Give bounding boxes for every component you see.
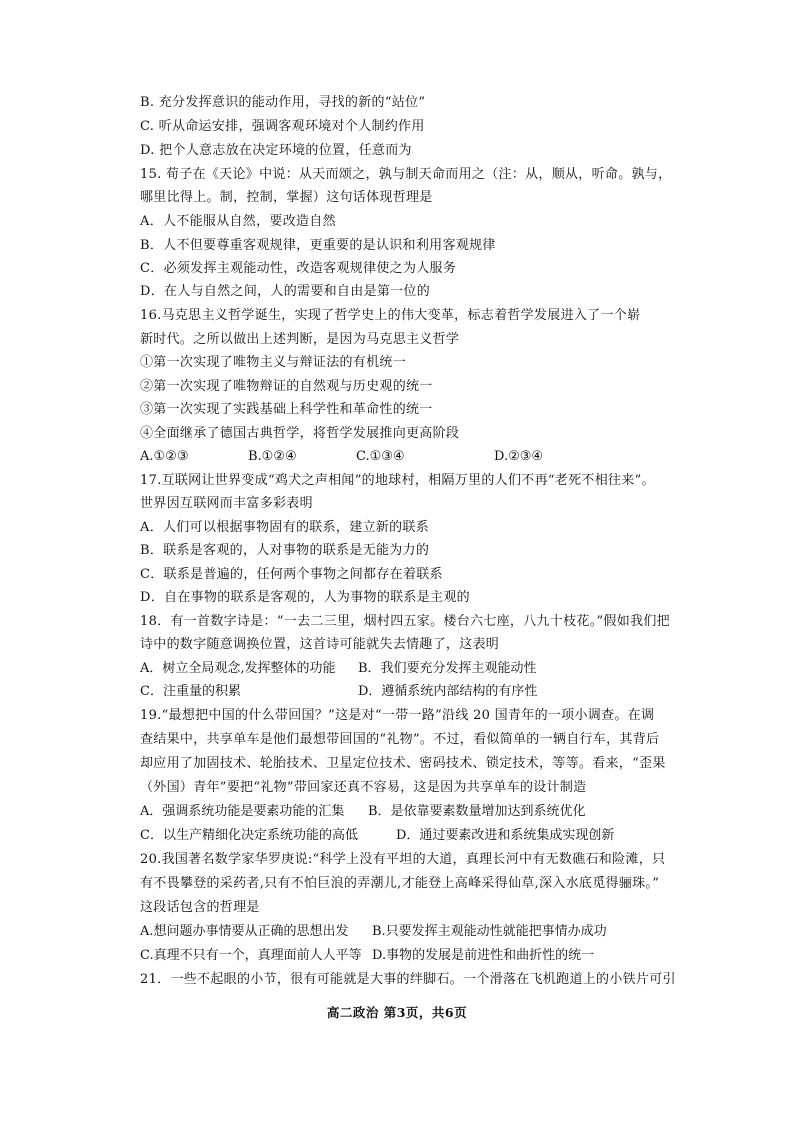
q18-option-d: D．遵循系统内部结构的有序性: [358, 684, 538, 699]
q16-item-2: ②第一次实现了唯物辩证的自然观与历史观的统一: [140, 379, 433, 394]
q16-stem-2: 新时代。之所以做出上述判断，是因为马克思主义哲学: [140, 332, 460, 347]
q19-options-row-1: [140, 803, 586, 821]
q20-options-row-1: [140, 923, 607, 941]
q18-stem-2: 诗中的数字随意调换位置，这首诗可能就失去情趣了，这表明: [140, 637, 500, 652]
q20-option-b: B.只要发挥主观能动性就能把事情办成功: [372, 924, 607, 939]
q19-option-b: B．是依靠要素数量增加达到系统优化: [368, 804, 586, 819]
q18-options-row-2: [140, 683, 537, 701]
q17-option-c: C．联系是普遍的，任何两个事物之间都存在着联系: [140, 567, 443, 582]
q17-option-d: D．自在事物的联系是客观的，人为事物的联系是主观的: [140, 590, 470, 605]
q18-stem-1: 18．有一首数字诗是：“一去二三里，烟村四五家。楼台六七座，八九十枝花。”假如我们把: [140, 614, 670, 629]
q19-option-a: A．强调系统功能是要素功能的汇集: [140, 804, 345, 819]
q15-option-d: D．在人与自然之间，人的需要和自由是第一位的: [140, 284, 431, 299]
q15-stem-2: 哪里比得上。制，控制，掌握）这句话体现哲理是: [140, 190, 433, 205]
q16-options: [140, 448, 543, 466]
q19-option-c: C．以生产精细化决定系统功能的高低: [140, 828, 358, 843]
q20-stem-3: 这段话包含的哲理是: [140, 900, 260, 915]
page-footer: 高二政治 第3页，共6页: [326, 1005, 468, 1020]
q15-stem-1: 15. 荀子在《天论》中说：从天而颂之，孰与制天命而用之（注：从，顺从，听命。孰与，: [140, 167, 672, 182]
q15-option-c: C．必须发挥主观能动性，改造客观规律使之为人服务: [140, 261, 457, 276]
q17-stem-2: 世界因互联网而丰富多彩表明: [140, 496, 313, 511]
q19-options-row-2: [140, 827, 614, 845]
q17-stem-1: 17.互联网让世界变成“鸡犬之声相闻”的地球村，相隔万里的人们不再“老死不相往来”。: [140, 473, 655, 488]
q20-stem-1: 20.我国著名数学家华罗庚说:“科学上没有平坦的大道，真理长河中有无数礁石和险滩，只: [140, 852, 666, 867]
q18-option-c: C．注重量的积累: [140, 684, 241, 699]
q16-option-c: C.①③④: [356, 449, 405, 464]
q14-option-d: D. 把个人意志放在决定环境的位置，任意而为: [140, 143, 412, 158]
q20-options-row-2: [140, 947, 594, 965]
q16-stem-1: 16.马克思主义哲学诞生，实现了哲学史上的伟大变革，标志着哲学发展进入了一个崭: [140, 308, 641, 323]
q16-item-3: ③第一次实现了实践基础上科学性和革命性的统一: [140, 402, 433, 417]
q18-option-b: B．我们要充分发挥主观能动性: [358, 661, 537, 676]
q19-stem-3: 却应用了加固技术、轮胎技术、卫星定位技术、密码技术、锁定技术，等等。看来，“歪果: [140, 756, 666, 771]
q19-stem-1: 19.“最想把中国的什么带回国？”这是对“一带一路”沿线 20 国青年的一项小调查。在调: [140, 708, 655, 723]
q21-stem-1: 21．一些不起眼的小节，很有可能就是大事的绊脚石。一个滑落在飞机跑道上的小铁片可引: [140, 972, 676, 987]
q14-option-c: C. 听从命运安排，强调客观环境对个人制约作用: [140, 119, 425, 134]
q15-option-a: A．人不能服从自然，要改造自然: [140, 214, 336, 229]
q17-option-b: B．联系是客观的，人对事物的联系是无能为力的: [140, 543, 430, 558]
q20-option-d: D.事物的发展是前进性和曲折性的统一: [372, 948, 595, 963]
q18-options-row-1: [140, 660, 537, 678]
q15-option-b: B．人不但要尊重客观规律，更重要的是认识和利用客观规律: [140, 238, 496, 253]
q14-option-b: B. 充分发挥意识的能动作用，寻找的新的“站位”: [140, 95, 426, 110]
q19-stem-2: 查结果中，共享单车是他们最想带回国的“礼物”。不过，看似简单的一辆自行车，其背后: [140, 732, 660, 747]
q20-option-c: C.真理不只有一个，真理面前人人平等: [140, 948, 362, 963]
q18-option-a: A．树立全局观念,发挥整体的功能: [140, 661, 336, 676]
q19-stem-4: （外国）青年”要把“礼物”带回家还真不容易，这是因为共享单车的设计制造: [140, 780, 587, 795]
q19-option-d: D．通过要素改进和系统集成实现创新: [396, 828, 615, 843]
q20-option-a: A.想问题办事情要从正确的思想出发: [140, 924, 349, 939]
q16-option-b: B.①②④: [248, 449, 297, 464]
q20-stem-2: 有不畏攀登的采药者,只有不怕巨浪的弄潮儿,才能登上高峰采得仙草,深入水底觅得骊珠。”: [140, 876, 660, 891]
q16-item-4: ④全面继承了德国古典哲学，将哲学发展推向更高阶段: [140, 426, 460, 441]
q16-option-a: A.①②③: [140, 449, 189, 464]
q17-option-a: A．人们可以根据事物固有的联系，建立新的联系: [140, 520, 429, 535]
q16-item-1: ①第一次实现了唯物主义与辩证法的有机统一: [140, 355, 407, 370]
q16-option-d: D.②③④: [494, 449, 544, 464]
